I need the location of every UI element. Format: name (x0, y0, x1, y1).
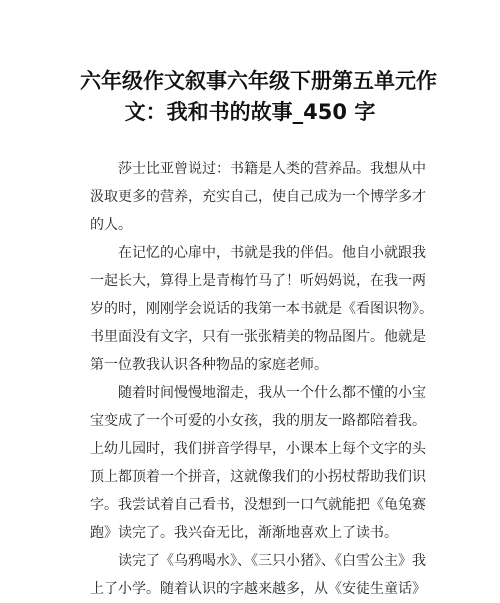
paragraph-3 (90, 379, 426, 547)
paragraph-line: 莎士比亚曾说过：书籍是人类的营养品。我想从中 (118, 161, 426, 177)
paragraph-2 (90, 239, 433, 379)
paragraph-line: 第一位教我认识各种物品的家庭老师。 (90, 357, 328, 373)
paragraph-line: 在记忆的心扉中，书就是我的伴侣。他自小就跟我 (118, 245, 426, 261)
title-line-1: 六年级作文叙事六年级下册第五单元作 (80, 69, 437, 93)
paragraph-4 (90, 547, 426, 603)
paragraph-line: 一起长大，算得上是青梅竹马了！听妈妈说，在我一两 (90, 273, 426, 289)
paragraph-line: 汲取更多的营养，充实自己，使自己成为一个博学多才 (90, 189, 426, 205)
paragraph-line: 随着时间慢慢地溜走，我从一个什么都不懂的小宝 (118, 385, 426, 401)
title-line-2: 文：我和书的故事_450 字 (124, 100, 376, 124)
paragraph-line: 上幼儿园时，我们拼音学得早，小课本上每个文字的头 (90, 441, 426, 457)
paragraph-line: 跑》读完了。我兴奋无比，渐渐地喜欢上了读书。 (90, 525, 398, 541)
paragraph-line: 岁的时，刚刚学会说话的我第一本书就是《看图识物》。 (90, 301, 433, 317)
paragraph-1 (90, 155, 426, 239)
document-title (80, 66, 437, 128)
paragraph-line: 书里面没有文字，只有一张张精美的物品图片。他就是 (90, 329, 426, 345)
paragraph-line: 字。我尝试着自己看书，没想到一口气就能把《龟兔赛 (90, 497, 426, 513)
paragraph-line: 上了小学。随着认识的字越来越多，从《安徒生童话》 (90, 581, 426, 597)
paragraph-line: 宝变成了一个可爱的小女孩，我的朋友一路都陪着我。 (90, 413, 426, 429)
paragraph-line: 读完了《乌鸦喝水》、《三只小猪》、《白雪公主》我 (118, 553, 426, 569)
paragraph-line: 顶上都顶着一个拼音，这就像我们的小拐杖帮助我们识 (90, 469, 426, 485)
paragraph-line: 的人。 (90, 217, 132, 233)
article-body (90, 155, 433, 603)
